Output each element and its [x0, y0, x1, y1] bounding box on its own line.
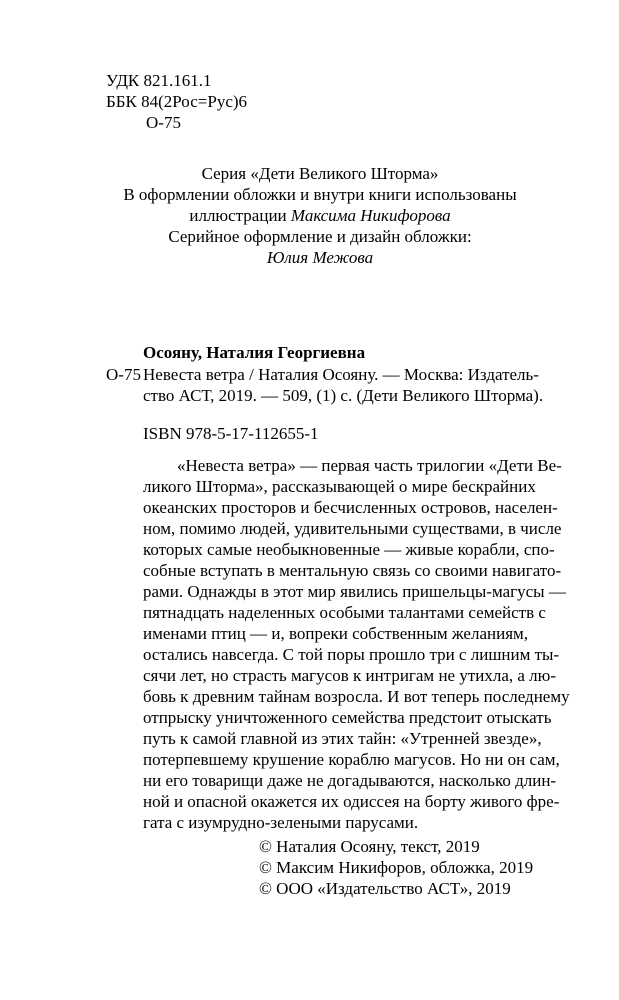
annotation-line: собные вступать в ментальную связь со своими навигато-	[143, 561, 562, 580]
copyright-notices	[259, 836, 533, 899]
annotation-line: ном, помимо людей, удивительными существами, в числе	[143, 519, 562, 538]
annotation-line: которых самые необыкновенные — живые корабли, спо-	[143, 540, 555, 559]
annotation-line: ни его товарищи даже не догадываются, насколько длин-	[143, 771, 557, 790]
annotation-line: пятнадцать наделенных особыми талантами семейств с	[143, 603, 546, 622]
annotation-line: бовь к древним тайнам возросла. И вот теперь последнему	[143, 687, 570, 706]
illustrator-prefix: иллюстрации	[189, 206, 291, 225]
annotation-line: «Невеста ветра» — первая часть трилогии «Дети Ве-	[177, 456, 562, 475]
series-title: Серия «Дети Великого Шторма»	[201, 164, 439, 183]
copyright-line: © ООО «Издательство АСТ», 2019	[259, 879, 511, 898]
author-mark: О-75	[146, 113, 181, 132]
catalog-author-mark: О-75	[106, 365, 141, 384]
design-note: Серийное оформление и дизайн обложки:	[168, 227, 472, 246]
annotation-line: рами. Однажды в этот мир явились пришельцы-магусы —	[143, 582, 566, 601]
copyright-line: © Максим Никифоров, обложка, 2019	[259, 858, 534, 877]
illustrator-name: Максима Никифорова	[290, 206, 451, 225]
udk-code: УДК 821.161.1	[106, 71, 212, 90]
annotation-line: ликого Шторма», рассказывающей о мире бескрайних	[143, 477, 536, 496]
series-credits	[110, 163, 530, 268]
annotation-line: остались навсегда. С той поры прошло три с лишним ты-	[143, 645, 560, 664]
annotation-line: океанских просторов и бесчисленных островов, населен-	[143, 498, 558, 517]
annotation-line: ной и опасной окажется их одиссея на борту живого фре-	[143, 792, 560, 811]
annotation	[143, 455, 570, 833]
isbn: ISBN 978-5-17-112655-1	[143, 424, 319, 443]
annotation-line: гата с изумрудно-зелеными парусами.	[143, 813, 419, 832]
classification-codes	[106, 70, 247, 133]
bibliographic-description	[143, 364, 543, 406]
author-heading: Осояну, Наталия Георгиевна	[143, 343, 366, 362]
annotation-line: отпрыску уничтоженного семейства предстоит отыскать	[143, 708, 552, 727]
illustrator-line	[110, 205, 530, 226]
bbk-code: ББК 84(2Рос=Рус)6	[106, 92, 248, 111]
designer-name: Юлия Межова	[266, 248, 374, 267]
illustrations-note: В оформлении обложки и внутри книги использованы	[123, 185, 517, 204]
annotation-line: именами птиц — и, вопреки собственным желаниям,	[143, 624, 529, 643]
annotation-line: потерпевшему крушение кораблю магусов. Но ни он сам,	[143, 750, 560, 769]
copyright-line: © Наталия Осояну, текст, 2019	[259, 837, 480, 856]
biblio-line: ство АСТ, 2019. — 509, (1) с. (Дети Великого Шторма).	[143, 386, 544, 405]
biblio-line: Невеста ветра / Наталия Осояну. — Москва: Издатель-	[143, 365, 539, 384]
annotation-line: сячи лет, но страсть магусов к интригам не утихла, а лю-	[143, 666, 557, 685]
annotation-line: путь к самой главной из этих тайн: «Утренней звезде»,	[143, 729, 542, 748]
